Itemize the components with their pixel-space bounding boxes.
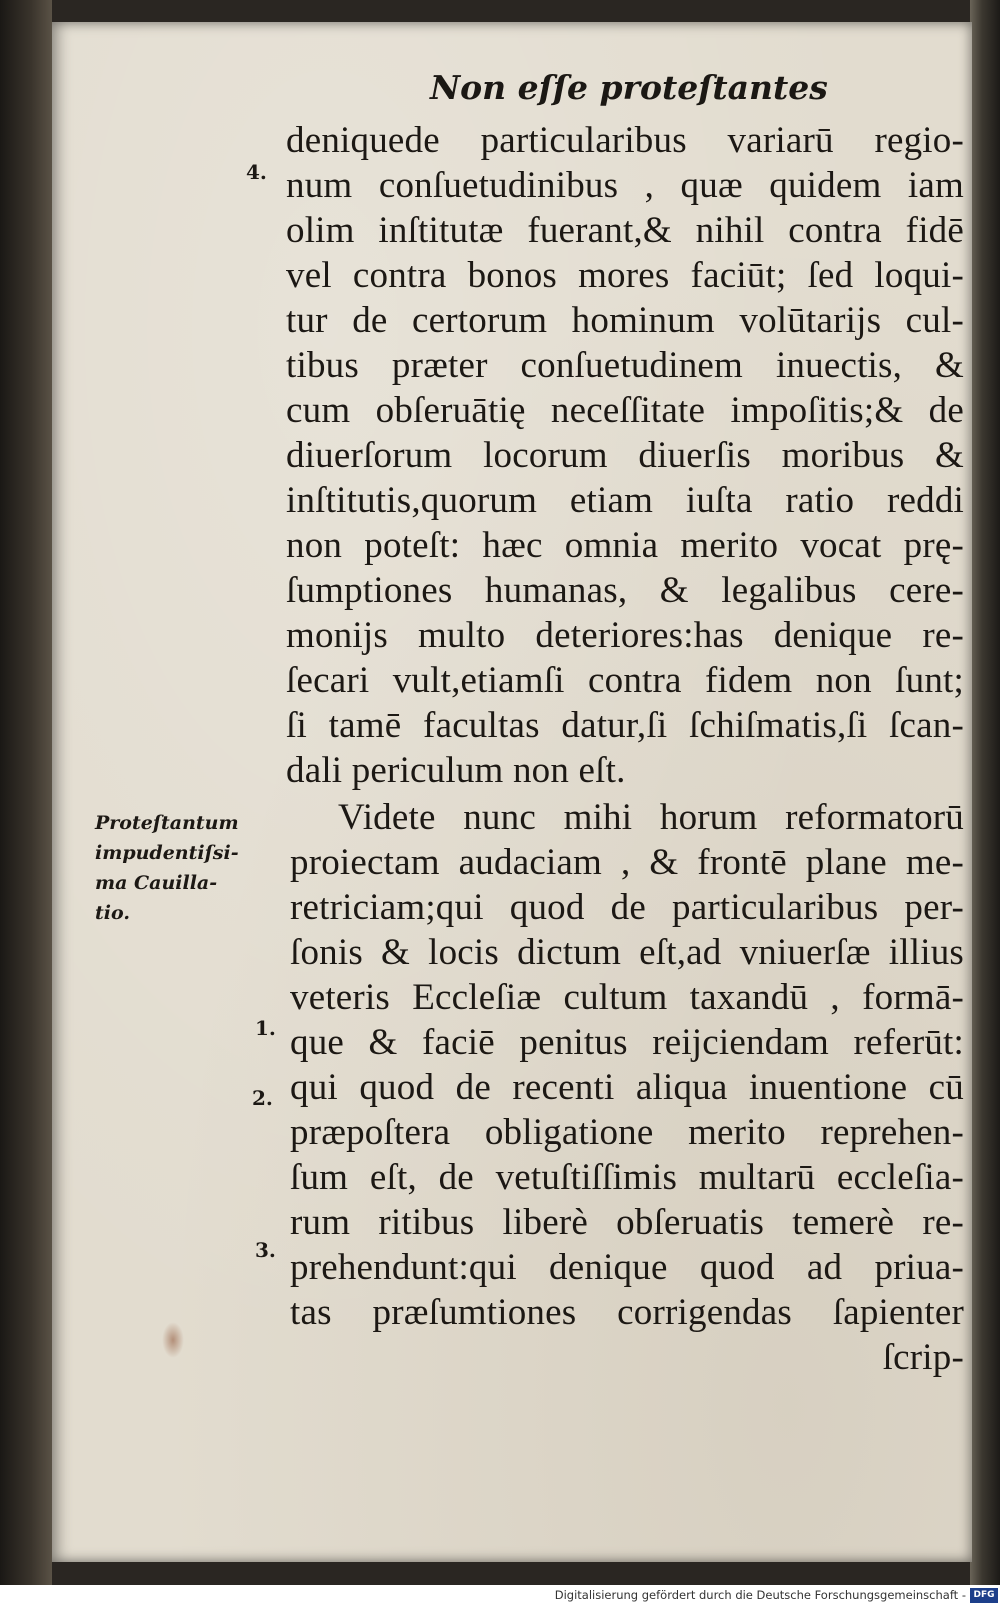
- marginal-note-line: tio.: [95, 902, 130, 924]
- text-line: retriciam;qui quod de particularibus per-: [290, 887, 964, 928]
- text-line: proiectam audaciam , & frontē plane me-: [290, 842, 964, 883]
- page-edge-shadow: [970, 0, 1000, 1585]
- text-line: olim inſtitutæ fuerant,& nihil contra fidē: [286, 210, 964, 251]
- margin-numeral-3: 3.: [255, 1238, 276, 1262]
- text-line: ſonis & locis dictum eſt,ad vniuerſæ illius: [290, 932, 964, 973]
- text-line: tur de certorum hominum volūtarijs cul-: [286, 300, 964, 341]
- text-line: diuerſorum locorum diuerſis moribus &: [286, 435, 964, 476]
- text-line: vel contra bonos mores faciūt; ſed loqui-: [286, 255, 964, 296]
- text-line: ſecari vult,etiamſi contra fidem non ſunt;: [286, 660, 964, 701]
- text-line: veteris Eccleſiæ cultum taxandū , formā-: [290, 977, 964, 1018]
- margin-numeral-4: 4.: [246, 160, 267, 184]
- text-line: inſtitutis,quorum etiam iuſta ratio reddi: [286, 480, 964, 521]
- marginal-note: [95, 808, 239, 928]
- text-line: qui quod de recenti aliqua inuentione cū: [290, 1067, 964, 1108]
- book-spine-shadow: [0, 0, 52, 1585]
- text-line: que & faciē penitus reijciendam referūt:: [290, 1022, 964, 1063]
- margin-numeral-2: 2.: [252, 1086, 273, 1110]
- dfg-logo: DFG: [970, 1588, 998, 1603]
- text-line: ſum eſt, de vetuſtiſſimis multarū eccleſia-: [290, 1157, 964, 1198]
- marginal-note-line: ma Cauilla-: [95, 872, 218, 894]
- text-line: dali periculum non eſt.: [286, 750, 626, 791]
- running-title: Non eſſe proteſtantes: [430, 68, 828, 107]
- footer: [0, 1585, 1000, 1608]
- text-line: cum obſeruātię neceſſitate impoſitis;& de: [286, 390, 964, 431]
- text-line: præpoſtera obligatione merito reprehen-: [290, 1112, 964, 1153]
- text-line: Videte nunc mihi horum reformatorū: [338, 797, 964, 838]
- text-line: tibus præter conſuetudinem inuectis, &: [286, 345, 964, 386]
- text-line: monijs multo deteriores:has denique re-: [286, 615, 964, 656]
- text-line: ſumptiones humanas, & legalibus cere-: [286, 570, 964, 611]
- catchword: ſcrip-: [882, 1337, 964, 1378]
- text-line: tas præſumtiones corrigendas ſapienter: [290, 1292, 964, 1333]
- text-line: num conſuetudinibus , quæ quidem iam: [286, 165, 964, 206]
- margin-numeral-1: 1.: [255, 1016, 276, 1040]
- footer-credit: Digitalisierung gefördert durch die Deutsche Forschungsgemeinschaft -: [554, 1588, 966, 1602]
- marginal-note-line: Proteſtantum: [95, 812, 239, 834]
- text-line: deniquede particularibus variarū regio-: [286, 120, 964, 161]
- text-line: prehendunt:qui denique quod ad priua-: [290, 1247, 964, 1288]
- text-line: rum ritibus liberè obſeruatis temerè re-: [290, 1202, 964, 1243]
- marginal-note-line: impudentiſsi-: [95, 842, 239, 864]
- text-line: non poteſt: hæc omnia merito vocat prę-: [286, 525, 964, 566]
- text-line: ſi tamē facultas datur,ſi ſchiſmatis,ſi ſcan-: [286, 705, 964, 746]
- paper-stain: [162, 1322, 184, 1358]
